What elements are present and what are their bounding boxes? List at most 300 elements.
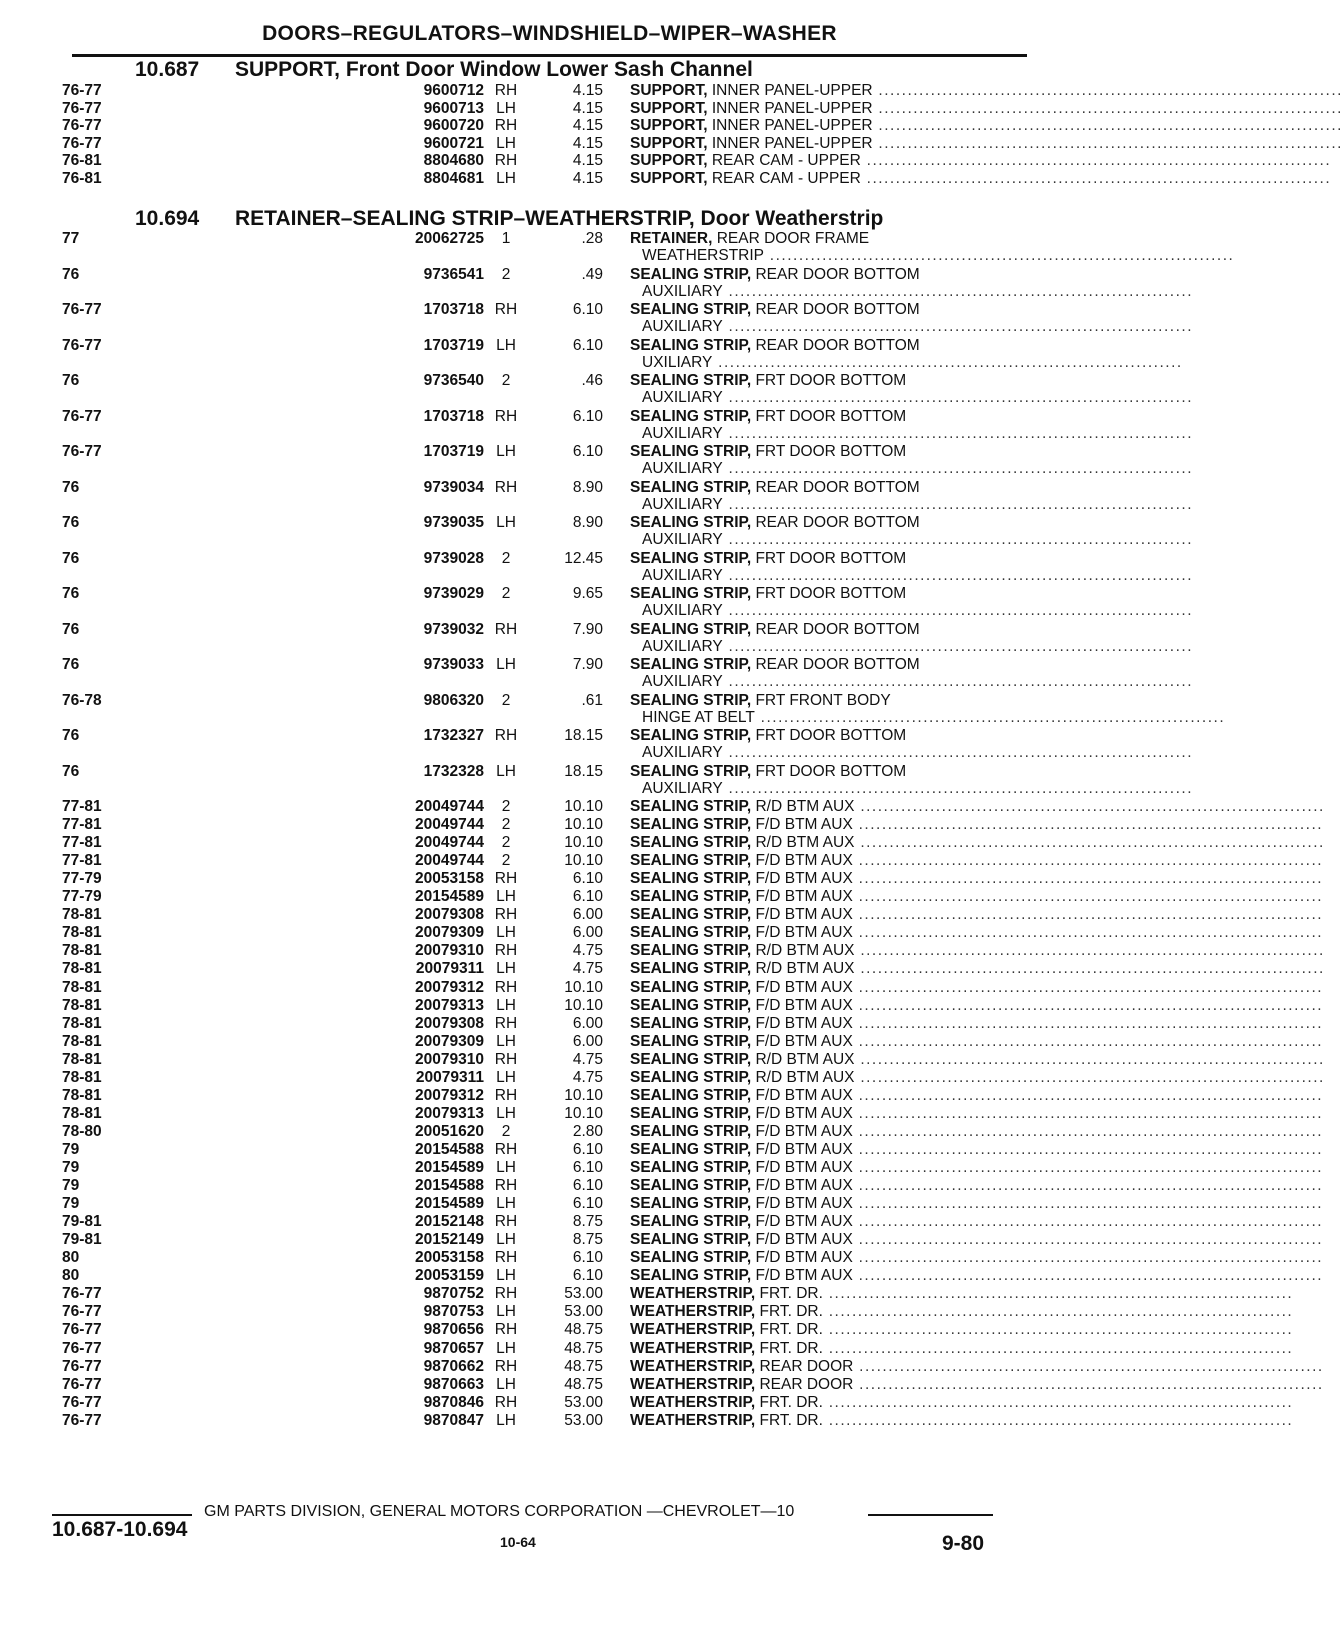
price: 8.75 — [572, 1231, 603, 1249]
price: 6.10 — [572, 888, 603, 906]
part-description-continuation — [642, 566, 1194, 585]
year-range: 78-81 — [62, 960, 102, 978]
price: 9.65 — [572, 585, 603, 602]
part-row — [0, 1285, 1294, 1303]
part-row — [0, 1213, 1324, 1231]
price: 7.90 — [572, 620, 603, 638]
year-range: 76-77 — [62, 82, 102, 99]
part-row-continuation — [0, 425, 1280, 443]
description-detail: F/D BTM AUX — [751, 1122, 853, 1140]
year-range: 76-77 — [62, 1357, 102, 1375]
quantity: LH — [496, 762, 516, 780]
quantity: RH — [494, 1086, 518, 1104]
year-range: 78-81 — [62, 1014, 102, 1032]
year-range: 76-77 — [62, 1393, 102, 1411]
description-detail: REAR DOOR — [755, 1357, 854, 1375]
description-detail: F/D BTM AUX — [751, 1140, 853, 1158]
part-row — [0, 99, 1343, 118]
description-continuation-text: AUXILIARY — [642, 637, 723, 655]
price: 6.10 — [572, 1140, 603, 1158]
part-description-continuation — [642, 389, 1194, 407]
description-detail: REAR DOOR — [755, 1375, 854, 1393]
year-range: 76 — [62, 514, 80, 531]
price: 18.15 — [564, 727, 603, 744]
description-continuation-text: AUXILIARY — [642, 495, 723, 513]
part-row — [0, 337, 1280, 355]
part-description — [630, 1285, 1294, 1303]
leader-dots: ................................................................................ — [822, 1285, 1294, 1303]
part-description — [630, 621, 975, 639]
part-row — [0, 550, 1280, 568]
leader-dots: ................................................................................ — [872, 117, 1343, 135]
part-number: 1703718 — [423, 407, 484, 425]
part-description-continuation — [642, 495, 1194, 514]
description-type: SEALING STRIP, — [630, 762, 752, 780]
part-description — [630, 372, 975, 390]
description-detail: FRT. DR. — [755, 1393, 823, 1411]
part-description — [630, 852, 1324, 870]
description-type: SEALING STRIP, — [630, 372, 752, 389]
price: .49 — [581, 265, 603, 283]
part-row-continuation — [0, 602, 1280, 620]
year-range: 78-81 — [62, 942, 102, 960]
price: 2.80 — [572, 1122, 603, 1140]
price: 8.90 — [572, 478, 603, 496]
year-range: 78-81 — [62, 924, 102, 942]
year-range: 79 — [62, 1195, 80, 1213]
quantity: LH — [496, 170, 516, 187]
part-row-continuation — [0, 673, 1280, 691]
description-type: SEALING STRIP, — [630, 924, 752, 942]
year-range: 76-77 — [62, 117, 102, 135]
quantity: LH — [496, 1104, 516, 1122]
leader-dots: ................................................................................ — [854, 942, 1325, 960]
part-number: 8804680 — [423, 152, 484, 170]
description-type: WEATHERSTRIP, — [630, 1339, 756, 1357]
footer-publisher: GM PARTS DIVISION, GENERAL MOTORS CORPORATION —CHEVROLET—10 — [204, 1503, 795, 1520]
description-continuation-text: UXILIARY — [642, 353, 713, 371]
price: 6.10 — [572, 870, 603, 888]
part-number: 1703718 — [423, 301, 484, 318]
leader-dots: ................................................................................ — [852, 996, 1324, 1014]
year-range: 76-81 — [62, 152, 102, 170]
description-detail: F/D BTM AUX — [751, 1032, 853, 1050]
price: 8.75 — [572, 1213, 603, 1231]
leader-dots: ................................................................................ — [852, 1122, 1324, 1140]
part-description — [630, 1122, 1324, 1141]
leader-dots: ................................................................................ — [852, 924, 1324, 942]
description-type: SUPPORT, — [630, 152, 708, 170]
part-row — [0, 960, 1325, 978]
part-row — [0, 621, 1280, 639]
leader-dots: ................................................................................ — [852, 1267, 1324, 1285]
description-type: SEALING STRIP, — [630, 691, 752, 709]
description-detail: FRT FRONT BODY — [751, 691, 891, 709]
part-row — [0, 1068, 1325, 1087]
part-description — [630, 978, 1324, 997]
part-row — [0, 1411, 1294, 1430]
year-range: 77-79 — [62, 870, 102, 888]
description-type: SEALING STRIP, — [630, 1068, 752, 1086]
description-continuation-text: WEATHERSTRIP — [642, 247, 764, 264]
description-type: SEALING STRIP, — [630, 1159, 752, 1176]
part-description — [630, 1068, 1325, 1087]
quantity: RH — [494, 82, 518, 99]
price: 53.00 — [564, 1285, 603, 1303]
part-row-continuation — [0, 709, 1280, 727]
part-row — [0, 372, 1280, 390]
part-row — [0, 301, 1280, 319]
description-detail: REAR DOOR BOTTOM — [751, 478, 920, 496]
year-range: 76 — [62, 585, 80, 602]
description-type: SUPPORT, — [630, 99, 708, 117]
description-detail: R/D BTM AUX — [751, 942, 855, 960]
part-row — [0, 816, 1324, 834]
price: 4.15 — [572, 134, 603, 152]
part-row — [0, 692, 1280, 710]
description-detail: FRT. DR. — [755, 1321, 823, 1339]
part-number: 8804681 — [423, 170, 484, 187]
price: 53.00 — [564, 1393, 603, 1411]
part-description — [630, 152, 1332, 170]
part-description — [630, 170, 1332, 188]
footer-rule-right — [868, 1514, 993, 1516]
part-row — [0, 906, 1324, 924]
section-heading — [135, 58, 753, 82]
quantity: 2 — [501, 549, 511, 567]
quantity: LH — [496, 924, 516, 942]
quantity: RH — [494, 1285, 518, 1303]
quantity: RH — [494, 942, 518, 960]
description-detail: F/D BTM AUX — [751, 924, 853, 942]
description-detail: R/D BTM AUX — [751, 960, 855, 978]
quantity: LH — [496, 514, 516, 531]
part-row — [0, 585, 1280, 603]
part-row — [0, 408, 1280, 426]
description-type: SEALING STRIP, — [630, 1086, 752, 1104]
leader-dots: ................................................................................ — [754, 708, 1226, 726]
part-row — [0, 727, 1280, 745]
leader-dots: ................................................................................ — [822, 1303, 1294, 1321]
quantity: RH — [494, 1357, 518, 1375]
part-number: 9870663 — [423, 1375, 484, 1393]
part-number: 1703719 — [423, 336, 484, 354]
part-number: 1732328 — [423, 762, 484, 780]
description-detail: REAR DOOR BOTTOM — [751, 336, 920, 354]
part-row — [0, 1393, 1294, 1412]
year-range: 76-77 — [62, 99, 102, 117]
description-type: SEALING STRIP, — [630, 1267, 752, 1285]
leader-dots: ................................................................................ — [872, 99, 1343, 117]
price: 10.10 — [564, 798, 603, 815]
description-detail: R/D BTM AUX — [751, 834, 855, 852]
leader-dots: ................................................................................ — [852, 870, 1324, 888]
description-type: SEALING STRIP, — [630, 265, 752, 283]
description-detail: R/D BTM AUX — [751, 1068, 855, 1086]
description-detail: F/D BTM AUX — [751, 852, 853, 870]
year-range: 76 — [62, 620, 80, 638]
description-type: SEALING STRIP, — [630, 301, 752, 318]
part-number: 9870662 — [423, 1357, 484, 1375]
price: 53.00 — [564, 1303, 603, 1321]
part-row — [0, 852, 1324, 870]
price: 10.10 — [564, 834, 603, 852]
leader-dots: ................................................................................ — [852, 1159, 1324, 1176]
quantity: LH — [496, 656, 516, 673]
part-row — [0, 1122, 1324, 1141]
description-type: SEALING STRIP, — [630, 996, 752, 1014]
year-range: 79-81 — [62, 1213, 102, 1231]
footer-page-number: 10-64 — [500, 1534, 536, 1550]
part-description-continuation — [642, 744, 1194, 762]
quantity: RH — [494, 1249, 518, 1267]
leader-dots: ................................................................................ — [872, 134, 1343, 152]
quantity: LH — [496, 99, 516, 117]
part-number: 20079313 — [415, 1104, 484, 1122]
description-type: SEALING STRIP, — [630, 906, 752, 924]
part-description — [630, 727, 975, 745]
part-description — [630, 656, 975, 674]
description-detail: REAR DOOR BOTTOM — [751, 656, 920, 673]
part-row — [0, 763, 1280, 781]
quantity: 2 — [501, 585, 511, 602]
price: 10.10 — [564, 852, 603, 870]
price: 10.10 — [564, 1086, 603, 1104]
part-description — [630, 1267, 1324, 1285]
description-detail: INNER PANEL-UPPER — [707, 82, 873, 99]
part-description — [630, 1140, 1324, 1159]
part-number: 20152149 — [415, 1231, 484, 1249]
description-type: SEALING STRIP, — [630, 1050, 752, 1068]
year-range: 78-81 — [62, 996, 102, 1014]
year-range: 76 — [62, 372, 80, 389]
part-description-continuation — [642, 779, 1194, 798]
part-description — [630, 1303, 1294, 1321]
description-type: RETAINER, — [630, 230, 713, 247]
section-title: SUPPORT, Front Door Window Lower Sash Channel — [235, 58, 753, 81]
leader-dots: ................................................................................ — [852, 1213, 1324, 1231]
part-description — [630, 960, 1325, 978]
part-row — [0, 1050, 1325, 1069]
part-row — [0, 1032, 1324, 1051]
part-description — [630, 1321, 1294, 1339]
part-description — [630, 942, 1325, 960]
description-detail: FRT DOOR BOTTOM — [751, 585, 907, 602]
price: 6.00 — [572, 924, 603, 942]
description-type: SUPPORT, — [630, 117, 708, 135]
year-range: 76-77 — [62, 1285, 102, 1303]
footer-date: 9-80 — [942, 1532, 985, 1555]
part-row — [0, 1303, 1294, 1321]
price: 6.00 — [572, 906, 603, 924]
part-description — [630, 1032, 1324, 1051]
part-row — [0, 996, 1324, 1015]
description-type: SEALING STRIP, — [630, 1032, 752, 1050]
part-row-continuation — [0, 780, 1280, 798]
price: 12.45 — [564, 549, 603, 567]
description-type: SEALING STRIP, — [630, 960, 752, 978]
leader-dots: ................................................................................ — [722, 460, 1194, 477]
part-row — [0, 117, 1343, 135]
part-description — [630, 1213, 1324, 1231]
year-range: 79 — [62, 1140, 80, 1158]
quantity: RH — [494, 727, 518, 744]
quantity: 2 — [501, 265, 511, 283]
leader-dots: ................................................................................ — [854, 1068, 1325, 1086]
description-detail: REAR DOOR BOTTOM — [751, 301, 920, 318]
description-detail: REAR DOOR FRAME — [712, 230, 870, 247]
description-continuation-text: AUXILIARY — [642, 460, 723, 477]
part-number: 20154588 — [415, 1177, 484, 1195]
year-range: 78-81 — [62, 1068, 102, 1086]
description-type: SEALING STRIP, — [630, 1195, 752, 1213]
part-number: 1732327 — [423, 727, 484, 744]
description-detail: REAR CAM - UPPER — [707, 152, 861, 170]
part-number: 20053158 — [415, 1249, 484, 1267]
leader-dots: ................................................................................ — [852, 1014, 1324, 1032]
leader-dots: ................................................................................ — [822, 1393, 1294, 1411]
description-type: SEALING STRIP, — [630, 852, 752, 870]
part-number: 20049744 — [415, 798, 484, 815]
part-number: 20079308 — [415, 1014, 484, 1032]
leader-dots: ................................................................................ — [854, 960, 1325, 978]
part-number: 20079313 — [415, 996, 484, 1014]
price: 8.90 — [572, 514, 603, 531]
leader-dots: ................................................................................ — [860, 170, 1332, 187]
leader-dots: ................................................................................ — [854, 834, 1325, 852]
quantity: RH — [494, 1050, 518, 1068]
year-range: 76-77 — [62, 1411, 102, 1429]
leader-dots: ................................................................................ — [852, 1140, 1324, 1158]
leader-dots: ................................................................................ — [722, 566, 1194, 584]
description-type: WEATHERSTRIP, — [630, 1411, 756, 1429]
part-row — [0, 1231, 1324, 1249]
quantity: 2 — [501, 691, 511, 709]
description-detail: FRT DOOR BOTTOM — [751, 443, 907, 460]
part-description-continuation — [642, 353, 1183, 372]
part-row — [0, 134, 1343, 153]
part-number: 20053158 — [415, 870, 484, 888]
part-row — [0, 152, 1332, 170]
part-number: 9739035 — [423, 514, 484, 531]
section-number: 10.694 — [135, 207, 200, 230]
description-type: SEALING STRIP, — [630, 1122, 752, 1140]
leader-dots: ................................................................................ — [854, 798, 1325, 815]
quantity: LH — [496, 1068, 516, 1086]
price: 6.10 — [572, 301, 603, 318]
part-description — [630, 1357, 1324, 1376]
year-range: 76-77 — [62, 407, 102, 425]
year-range: 78-81 — [62, 1104, 102, 1122]
year-range: 76-77 — [62, 301, 102, 318]
price: .61 — [581, 691, 603, 709]
year-range: 78-81 — [62, 1032, 102, 1050]
description-type: SEALING STRIP, — [630, 443, 752, 460]
price: 18.15 — [564, 762, 603, 780]
quantity: LH — [496, 336, 516, 354]
quantity: LH — [496, 996, 516, 1014]
leader-dots: ................................................................................ — [852, 1249, 1324, 1267]
part-number: 20079309 — [415, 924, 484, 942]
description-type: SEALING STRIP, — [630, 1231, 752, 1249]
part-number: 20079310 — [415, 942, 484, 960]
part-description — [630, 1375, 1324, 1394]
price: 4.75 — [572, 1050, 603, 1068]
part-row-continuation — [0, 247, 1280, 265]
year-range: 79 — [62, 1177, 80, 1195]
description-detail: FRT. DR. — [755, 1303, 823, 1321]
leader-dots: ................................................................................ — [722, 744, 1194, 761]
price: 53.00 — [564, 1411, 603, 1429]
part-description — [630, 1249, 1324, 1267]
part-description — [630, 1393, 1294, 1412]
part-row — [0, 834, 1325, 852]
part-row — [0, 1140, 1324, 1159]
part-row — [0, 230, 1280, 248]
description-type: SEALING STRIP, — [630, 727, 752, 744]
price: .28 — [581, 230, 603, 247]
part-row — [0, 1267, 1324, 1285]
part-row — [0, 1357, 1324, 1376]
year-range: 78-81 — [62, 978, 102, 996]
part-description — [630, 816, 1324, 834]
part-description — [630, 514, 975, 532]
part-description — [630, 585, 975, 603]
part-description — [630, 82, 1343, 100]
description-type: WEATHERSTRIP, — [630, 1285, 756, 1303]
quantity: LH — [496, 1032, 516, 1050]
quantity: 2 — [501, 1122, 511, 1140]
page-title: DOORS–REGULATORS–WINDSHIELD–WIPER–WASHER — [262, 22, 837, 45]
description-detail: F/D BTM AUX — [751, 1086, 853, 1104]
part-number: 9600713 — [423, 99, 484, 117]
part-number: 9600721 — [423, 134, 484, 152]
quantity: RH — [494, 978, 518, 996]
part-row — [0, 978, 1324, 997]
description-detail: REAR DOOR BOTTOM — [751, 514, 920, 531]
price: 4.15 — [572, 82, 603, 99]
part-description-continuation — [642, 318, 1194, 336]
year-range: 80 — [62, 1249, 80, 1267]
footer-rule-left — [52, 1514, 192, 1516]
part-number: 20079310 — [415, 1050, 484, 1068]
year-range: 76-77 — [62, 1375, 102, 1393]
part-description-continuation — [642, 531, 1194, 549]
part-number: 9870752 — [423, 1285, 484, 1303]
description-type: SEALING STRIP, — [630, 407, 752, 425]
quantity: LH — [496, 1195, 516, 1213]
year-range: 76-81 — [62, 170, 102, 187]
description-continuation-text: AUXILIARY — [642, 282, 723, 300]
part-row-continuation — [0, 354, 1280, 372]
part-number: 20079312 — [415, 978, 484, 996]
price: 6.00 — [572, 1032, 603, 1050]
description-detail: F/D BTM AUX — [751, 1249, 853, 1267]
part-row — [0, 798, 1325, 816]
year-range: 76-77 — [62, 336, 102, 354]
part-description — [630, 906, 1324, 924]
part-description-continuation — [642, 637, 1194, 656]
part-row — [0, 1159, 1324, 1177]
price: 6.10 — [572, 336, 603, 354]
year-range: 77-79 — [62, 888, 102, 906]
price: 4.15 — [572, 99, 603, 117]
part-description — [630, 834, 1325, 852]
quantity: LH — [496, 134, 516, 152]
description-detail: FRT. DR. — [755, 1411, 823, 1429]
part-number: 20079311 — [415, 1068, 484, 1086]
year-range: 76 — [62, 762, 80, 780]
